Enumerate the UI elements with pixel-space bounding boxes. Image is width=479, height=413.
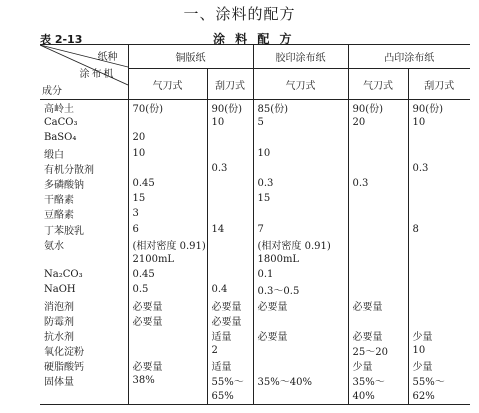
table-row bbox=[40, 206, 470, 221]
amount-cell: 6 bbox=[128, 222, 207, 237]
component-name: 丁苯胶乳 bbox=[44, 225, 84, 237]
amount-cell: 0.4 bbox=[207, 282, 253, 297]
amount-cell: 10 bbox=[408, 343, 470, 358]
amount-cell bbox=[408, 282, 470, 297]
corner-label-component: 成分 bbox=[42, 86, 62, 97]
table-row bbox=[40, 389, 470, 405]
component-name: Na₂CO₃ bbox=[44, 269, 83, 281]
amount-cell bbox=[348, 206, 408, 221]
page-heading: 一、涂料的配方 bbox=[183, 5, 296, 23]
component-name: 防霉剂 bbox=[44, 316, 74, 328]
amount-cell: 25～20 bbox=[348, 343, 408, 358]
table-row bbox=[40, 297, 470, 312]
amount-cell: 10 bbox=[128, 146, 207, 161]
amount-cell: 0.3 bbox=[348, 176, 408, 191]
table-row bbox=[40, 222, 470, 237]
component-name: 抗水剂 bbox=[44, 331, 74, 343]
component-name: 豆酪素 bbox=[44, 210, 74, 222]
group-header-coated-paper: 铜版纸 bbox=[128, 45, 253, 69]
amount-cell bbox=[408, 206, 470, 221]
amount-cell: 20 bbox=[128, 130, 207, 145]
sub-header-air-knife: 气刀式 bbox=[253, 69, 348, 100]
component-name bbox=[40, 389, 128, 405]
component-name: 干酪素 bbox=[44, 195, 74, 207]
table-row bbox=[40, 130, 470, 145]
amount-cell: 2100mL bbox=[128, 252, 207, 267]
amount-cell: (相对密度 0.91) bbox=[128, 237, 207, 252]
amount-cell: 35%～40% bbox=[253, 373, 348, 388]
amount-cell bbox=[408, 176, 470, 191]
amount-cell: 15 bbox=[253, 191, 348, 206]
amount-cell: 0.3 bbox=[207, 161, 253, 176]
table-row bbox=[40, 191, 470, 206]
amount-cell: 少量 bbox=[408, 358, 470, 373]
table-row bbox=[40, 161, 470, 176]
table-row bbox=[40, 373, 470, 388]
amount-cell: 70(份) bbox=[128, 100, 207, 116]
amount-cell bbox=[408, 313, 470, 328]
amount-cell bbox=[128, 115, 207, 130]
amount-cell: 0.1 bbox=[253, 267, 348, 282]
amount-cell: 必要量 bbox=[128, 358, 207, 373]
component-name: CaCO₃ bbox=[44, 117, 78, 129]
amount-cell: 适量 bbox=[207, 328, 253, 343]
amount-cell: 14 bbox=[207, 222, 253, 237]
amount-cell bbox=[408, 297, 470, 312]
amount-cell bbox=[207, 252, 253, 267]
amount-cell bbox=[408, 191, 470, 206]
amount-cell bbox=[253, 389, 348, 405]
amount-cell bbox=[253, 343, 348, 358]
amount-cell: 少量 bbox=[348, 358, 408, 373]
amount-cell: 必要量 bbox=[348, 297, 408, 312]
group-header-letterpress-paper: 凸印涂布纸 bbox=[348, 45, 470, 69]
amount-cell bbox=[348, 161, 408, 176]
amount-cell bbox=[207, 130, 253, 145]
amount-cell bbox=[348, 267, 408, 282]
component-name: 固体量 bbox=[44, 377, 74, 389]
component-name: 氧化淀粉 bbox=[44, 347, 84, 359]
amount-cell bbox=[408, 130, 470, 145]
table-row bbox=[40, 267, 470, 282]
amount-cell: 少量 bbox=[408, 328, 470, 343]
amount-cell bbox=[207, 206, 253, 221]
amount-cell bbox=[128, 161, 207, 176]
amount-cell bbox=[348, 222, 408, 237]
amount-cell bbox=[207, 191, 253, 206]
amount-cell: 7 bbox=[253, 222, 348, 237]
amount-cell: (相对密度 0.91) bbox=[253, 237, 348, 252]
amount-cell bbox=[408, 146, 470, 161]
amount-cell bbox=[253, 206, 348, 221]
amount-cell: 2 bbox=[207, 343, 253, 358]
component-name: NaOH bbox=[44, 284, 76, 296]
component-name: BaSO₄ bbox=[44, 132, 77, 144]
formula-table bbox=[40, 44, 470, 405]
amount-cell: 62% bbox=[408, 389, 470, 405]
amount-cell: 必要量 bbox=[128, 313, 207, 328]
amount-cell bbox=[253, 313, 348, 328]
amount-cell: 85(份) bbox=[253, 100, 348, 116]
group-header-offset-paper: 胶印涂布纸 bbox=[253, 45, 348, 69]
amount-cell: 必要量 bbox=[207, 313, 253, 328]
amount-cell bbox=[128, 343, 207, 358]
amount-cell bbox=[348, 252, 408, 267]
amount-cell: 必要量 bbox=[253, 297, 348, 312]
amount-cell bbox=[207, 176, 253, 191]
amount-cell: 0.3 bbox=[253, 176, 348, 191]
amount-cell bbox=[128, 389, 207, 405]
amount-cell bbox=[207, 237, 253, 252]
amount-cell: 40% bbox=[348, 389, 408, 405]
amount-cell bbox=[408, 252, 470, 267]
table-row bbox=[40, 313, 470, 328]
component-name: 缎白 bbox=[44, 149, 64, 161]
amount-cell: 8 bbox=[408, 222, 470, 237]
table-row bbox=[40, 358, 470, 373]
table-corner-cell bbox=[40, 45, 128, 100]
amount-cell bbox=[348, 130, 408, 145]
amount-cell: 90(份) bbox=[408, 100, 470, 116]
amount-cell bbox=[253, 161, 348, 176]
amount-cell: 必要量 bbox=[253, 328, 348, 343]
amount-cell: 必要量 bbox=[348, 328, 408, 343]
amount-cell bbox=[408, 267, 470, 282]
amount-cell: 0.5 bbox=[128, 282, 207, 297]
amount-cell: 10 bbox=[408, 115, 470, 130]
amount-cell: 15 bbox=[128, 191, 207, 206]
amount-cell: 10 bbox=[207, 115, 253, 130]
component-name bbox=[40, 252, 128, 267]
amount-cell bbox=[348, 146, 408, 161]
amount-cell: 1800mL bbox=[253, 252, 348, 267]
amount-cell: 20 bbox=[348, 115, 408, 130]
sub-header-blade: 刮刀式 bbox=[207, 69, 253, 100]
amount-cell bbox=[253, 358, 348, 373]
amount-cell: 必要量 bbox=[207, 297, 253, 312]
sub-header-blade: 刮刀式 bbox=[408, 69, 470, 100]
table-title: 涂 料 配 方 bbox=[213, 32, 295, 46]
amount-cell: 3 bbox=[128, 206, 207, 221]
amount-cell: 0.3 bbox=[408, 161, 470, 176]
component-name: 硬脂酸钙 bbox=[44, 362, 84, 374]
corner-label-coater: 涂布机 bbox=[79, 69, 116, 80]
component-name: 氨水 bbox=[44, 240, 64, 252]
table-body bbox=[40, 100, 470, 405]
amount-cell: 0.45 bbox=[128, 267, 207, 282]
component-name: 高岭土 bbox=[44, 104, 74, 116]
table-row bbox=[40, 176, 470, 191]
amount-cell bbox=[348, 237, 408, 252]
table-row bbox=[40, 237, 470, 252]
amount-cell: 55%～ bbox=[207, 373, 253, 388]
amount-cell bbox=[207, 267, 253, 282]
amount-cell: 5 bbox=[253, 115, 348, 130]
amount-cell bbox=[348, 282, 408, 297]
amount-cell bbox=[128, 328, 207, 343]
component-name: 有机分散剂 bbox=[44, 164, 94, 176]
table-row bbox=[40, 146, 470, 161]
amount-cell: 38% bbox=[128, 373, 207, 388]
table-row bbox=[40, 328, 470, 343]
table-row bbox=[40, 252, 470, 267]
table-row bbox=[40, 282, 470, 297]
amount-cell: 65% bbox=[207, 389, 253, 405]
component-name: 消泡剂 bbox=[44, 301, 74, 313]
amount-cell bbox=[348, 191, 408, 206]
table-number: 表 2-13 bbox=[40, 33, 83, 46]
sub-header-air-knife: 气刀式 bbox=[128, 69, 207, 100]
amount-cell: 必要量 bbox=[128, 297, 207, 312]
amount-cell: 10 bbox=[253, 146, 348, 161]
component-name: 多磷酸钠 bbox=[44, 180, 84, 192]
table-row bbox=[40, 100, 470, 116]
table-row bbox=[40, 343, 470, 358]
amount-cell bbox=[408, 237, 470, 252]
amount-cell: 90(份) bbox=[207, 100, 253, 116]
amount-cell: 0.3～0.5 bbox=[253, 282, 348, 297]
corner-label-paper: 纸种 bbox=[97, 52, 118, 63]
amount-cell: 0.45 bbox=[128, 176, 207, 191]
amount-cell bbox=[253, 130, 348, 145]
amount-cell: 55%～ bbox=[408, 373, 470, 388]
amount-cell: 90(份) bbox=[348, 100, 408, 116]
amount-cell bbox=[207, 146, 253, 161]
table-row bbox=[40, 115, 470, 130]
amount-cell: 适量 bbox=[207, 358, 253, 373]
amount-cell bbox=[348, 313, 408, 328]
amount-cell: 35%～ bbox=[348, 373, 408, 388]
sub-header-air-knife: 气刀式 bbox=[348, 69, 408, 100]
